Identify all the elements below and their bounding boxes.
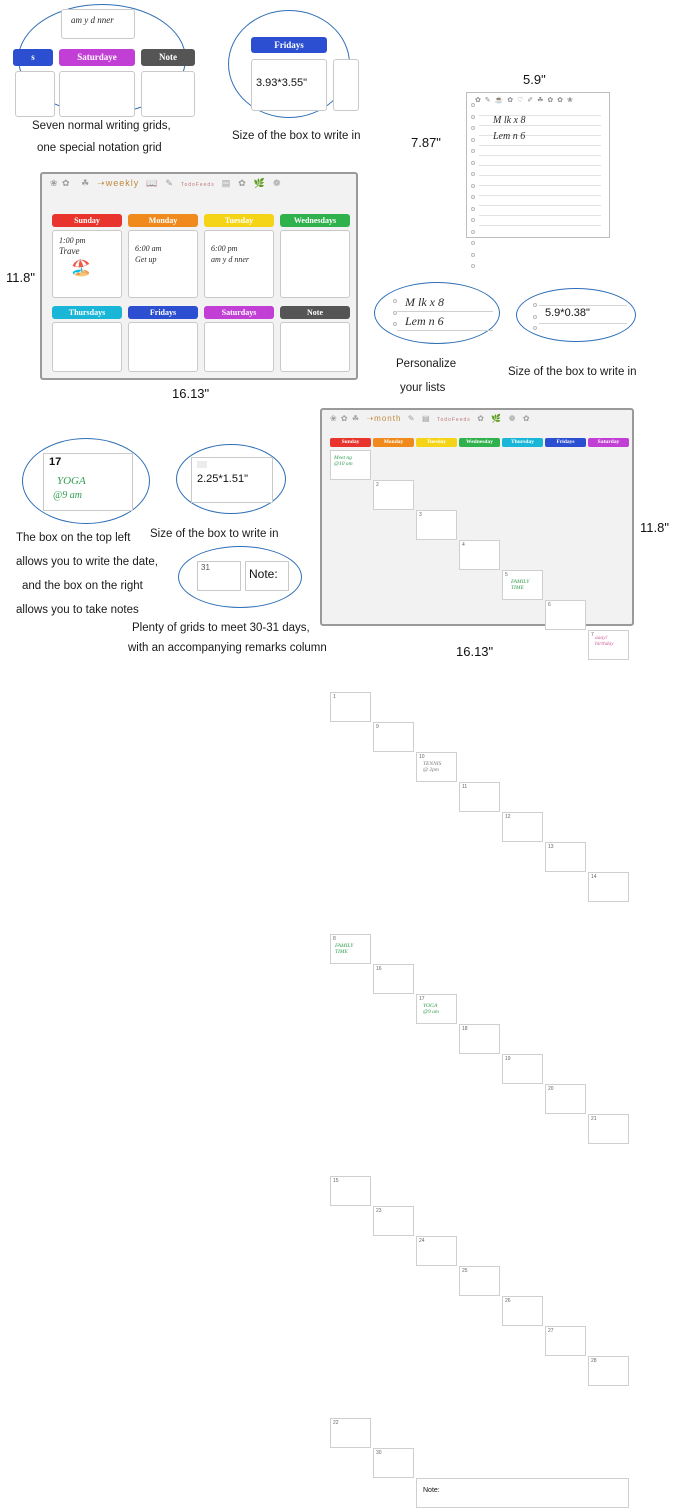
monthly-day-saturday: Saturday [588,438,629,447]
monthly-note-cell [416,1478,629,1508]
monthly-daynum: 14 [591,874,597,880]
date-box-caption-4: allows you to take notes [16,604,139,616]
monthly-daynum: 1 [333,694,336,700]
zoom-day-saturday: Saturdaye [59,49,135,66]
notepad-holes [471,103,475,276]
monthly-cell [416,1236,457,1266]
weekly-box-size-value: 3.93*3.55" [256,77,308,89]
monthly-cell [545,1326,586,1356]
zoom-note-label: Note: [249,567,278,581]
monthly-daynum: 15 [333,1178,339,1184]
weekly-entry-sunday-time: 1:00 pm [59,236,86,245]
weekly-day-fridays: Fridays [128,306,198,319]
monthly-event-text: YOGA @9 am [423,1003,439,1015]
monthly-daynum: 6 [548,602,551,608]
list-sample-line-2: Lem n 6 [405,314,444,328]
monthly-cell [373,1448,414,1478]
weekly-height-dimension: 11.8" [6,270,35,285]
monthly-cell [373,480,414,510]
weekly-cell-thursday [52,322,122,372]
monthly-event-text: Meet ng @10 am [334,455,353,467]
month-cell-size-caption: Size of the box to write in [150,528,279,540]
monthly-daynum: 18 [462,1026,468,1032]
monthly-daynum: 7 [591,632,594,638]
zoom-friday-label: Fridays [251,37,327,53]
monthly-daynum: 9 [376,724,379,730]
weekly-day-saturdays: Saturdays [204,306,274,319]
monthly-cell [588,872,629,902]
monthly-day-fridays: Fridays [545,438,586,447]
list-size-rule-1 [539,305,627,306]
monthly-daynum: 20 [548,1086,554,1092]
monthly-decor-icons: ❀ ✿ ☘ ➝month ✎ ▤ TodoFeeds ✿ 🌿 ❁ ✿ [330,414,531,423]
monthly-cell [330,450,371,480]
weekly-day-monday: Monday [128,214,198,227]
list-size-rule-2 [539,323,627,324]
zoom-day-note: Note [141,49,195,66]
monthly-cell [502,1054,543,1084]
weekly-entry-sunday-sticker: 🏖️ [71,260,91,277]
callout-grids-caption-1: Seven normal writing grids, [32,120,171,132]
weekly-cell-friday [128,322,198,372]
pad-height-dimension: 7.87" [411,135,441,150]
monthly-height-dimension: 11.8" [640,520,669,535]
list-rule-2 [397,330,493,331]
monthly-cell [330,692,371,722]
monthly-event-text: TENNIS @ 2pm [423,761,442,773]
weekly-day-sunday: Sunday [52,214,122,227]
monthly-cell [330,1176,371,1206]
date-box-caption-3: and the box on the right [22,580,143,592]
zoom-month-cell-dot [197,461,207,468]
monthly-daynum: 3 [419,512,422,518]
monthly-cell [502,812,543,842]
monthly-cell [330,1418,371,1448]
weekly-entry-tuesday-time: 6:00 pm [211,244,238,253]
monthly-day-wednesday: Wednesday [459,438,500,447]
weekly-board [40,172,358,380]
monthly-cell [502,1296,543,1326]
list-size-holes [533,303,537,338]
callout-month-cell-size-ellipse [176,444,286,514]
monthly-daynum: 10 [419,754,425,760]
notepad-line-2: Lem n 6 [493,131,526,142]
monthly-daynum: 8 [333,936,336,942]
weekly-entry-sunday-text: Trave [59,246,80,256]
weekly-cell-sunday [52,230,122,298]
monthly-cell [545,842,586,872]
monthly-event-text: FAMILY TIME [335,943,354,955]
monthly-event-text: FAMILY TIME [511,579,530,591]
personalize-caption-2: your lists [400,382,446,394]
weekly-cell-saturday [204,322,274,372]
monthly-cell [588,1114,629,1144]
monthly-cell [545,1084,586,1114]
monthly-day-monday: Monday [373,438,414,447]
monthly-day-tuesday: Tuesday [416,438,457,447]
monthly-day-thursday: Thursday [502,438,543,447]
monthly-daynum: 13 [548,844,554,850]
note-column-caption-2: with an accompanying remarks column [128,642,327,654]
month-cell-size-value: 2.25*1.51" [197,473,249,485]
pad-width-dimension: 5.9" [523,72,546,87]
date-box-caption-2: allows you to write the date, [16,556,158,568]
personalize-caption-1: Personalize [396,358,457,370]
monthly-daynum: 4 [462,542,465,548]
monthly-daynum: 25 [462,1268,468,1274]
notepad [466,92,610,238]
callout-date-box-ellipse [22,438,150,524]
monthly-daynum: 12 [505,814,511,820]
zoom-date-number: 17 [49,456,62,468]
monthly-cell [459,782,500,812]
zoom-date-text-1: YOGA [57,475,86,487]
monthly-cell [416,510,457,540]
monthly-daynum: 16 [376,966,382,972]
monthly-daynum: 28 [591,1358,597,1364]
monthly-daynum: 22 [333,1420,339,1426]
zoom-date-text-2: @9 am [53,490,82,501]
weekly-decor-icons: ❀ ✿ ☘ ➝weekly 📖 ✎ TodoFeeds ▤ ✿ 🌿 ❁ [50,178,282,188]
monthly-cell [588,1356,629,1386]
weekly-cell-monday [128,230,198,298]
monthly-daynum: 5 [505,572,508,578]
monthly-cell [416,994,457,1024]
monthly-cell [545,600,586,630]
weekly-box-size-caption: Size of the box to write in [232,130,361,142]
list-size-value: 5.9*0.38" [545,307,590,319]
monthly-cell [373,964,414,994]
callout-grids-ellipse [18,4,186,114]
monthly-cell [588,630,629,660]
callout-personalize-ellipse [374,282,500,344]
weekly-cell-wednesday [280,230,350,298]
weekly-day-tuesday: Tuesday [204,214,274,227]
monthly-cell [373,1206,414,1236]
weekly-day-note: Note [280,306,350,319]
list-holes [393,299,397,334]
weekly-entry-monday-time: 6:00 am [135,244,162,253]
note-column-caption-1: Plenty of grids to meet 30-31 days, [132,622,310,634]
monthly-daynum: 26 [505,1298,511,1304]
zoom-day-partial: s [13,49,53,66]
callout-weekly-box-ellipse [228,10,350,118]
monthly-daynum: 19 [505,1056,511,1062]
zoom-dinner-text: am y d nner [71,15,114,25]
notepad-decor-icons: ✿ ✎ ☕ ✿ ♡ ✐ ☘ ✿ ✿ ❀ [475,97,574,104]
zoom-friday-cell-right [333,59,359,111]
weekly-entry-monday-text: Get up [135,255,157,264]
list-rule-1 [397,311,493,312]
monthly-cell [459,1024,500,1054]
weekly-entry-tuesday-text: am y d nner [211,255,249,264]
monthly-cell [416,752,457,782]
monthly-daynum: 27 [548,1328,554,1334]
monthly-daynum: 23 [376,1208,382,1214]
monthly-daynum: 11 [462,784,468,790]
notepad-line-1: M lk x 8 [493,115,526,126]
zoom-grid-cell-3 [141,71,195,117]
monthly-cell [502,570,543,600]
zoom-grid-cell-1 [15,71,55,117]
date-box-caption-1: The box on the top left [16,532,131,544]
weekly-cell-note [280,322,350,372]
weekly-day-thursdays: Thursdays [52,306,122,319]
monthly-daynum: 17 [419,996,425,1002]
callout-grids-caption-2: one special notation grid [37,142,162,154]
weekly-cell-tuesday [204,230,274,298]
monthly-cell [459,1266,500,1296]
monthly-note-label: Note: [423,1487,440,1494]
list-size-caption: Size of the box to write in [508,366,637,378]
callout-list-size-ellipse [516,288,636,342]
weekly-width-dimension: 16.13" [172,386,210,401]
zoom-note-daynum: 31 [201,563,210,572]
monthly-daynum: 2 [376,482,379,488]
zoom-grid-cell-2 [59,71,135,117]
monthly-event-text: aaay! birthday [595,635,614,647]
monthly-cell [330,934,371,964]
monthly-daynum: 21 [591,1116,597,1122]
monthly-daynum: 30 [376,1450,382,1456]
list-sample-line-1: M lk x 8 [405,295,444,309]
monthly-daynum: 24 [419,1238,425,1244]
monthly-cell [373,722,414,752]
weekly-day-wednesdays: Wednesdays [280,214,350,227]
monthly-width-dimension: 16.13" [456,644,494,659]
monthly-day-sunday: Sunday [330,438,371,447]
callout-note-column-ellipse [178,546,302,608]
monthly-cell [459,540,500,570]
